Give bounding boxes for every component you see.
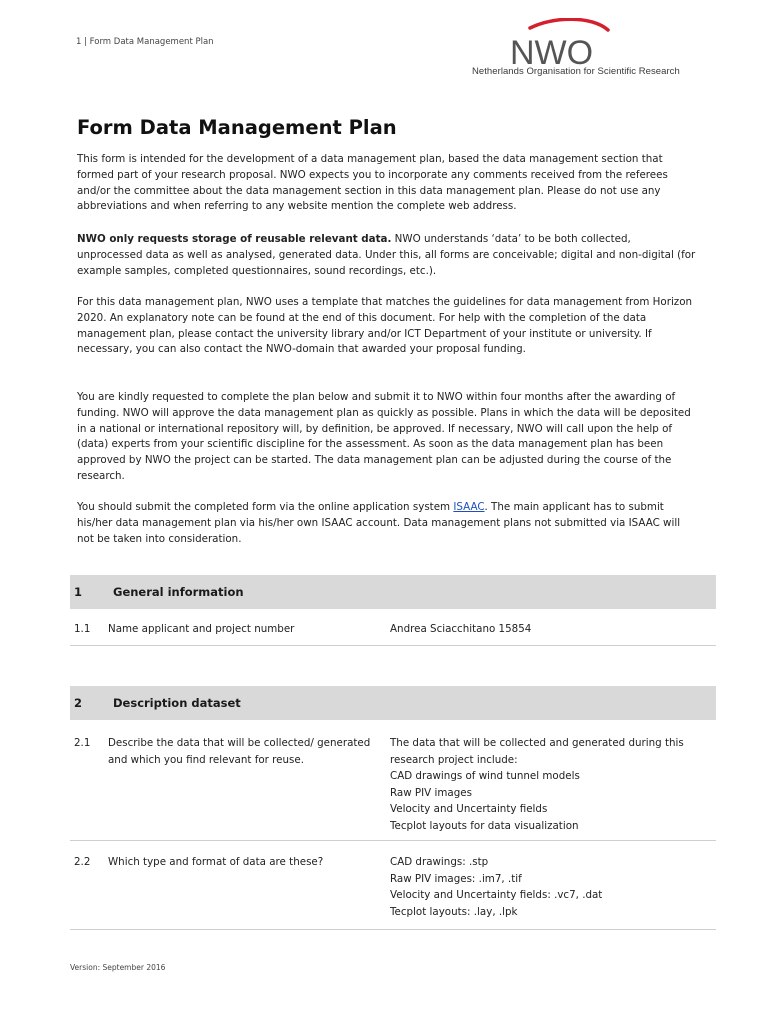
intro-paragraph-1: This form is intended for the development of a data management plan, based the data management section that formed part of your research proposal. NWO expects you to incorporate any comments received from the referees and/or the committee about the data management section in this data management plan. Please do not use any abbreviations and when referring to any website mention the complete web address. — [77, 153, 668, 213]
section-number: 2 — [74, 696, 83, 710]
isaac-link[interactable]: ISAAC — [453, 501, 485, 513]
intro-paragraph-5: You should submit the completed form via the online application system ISAAC. The main applicant has to submit his/her data management plan via his/her own ISAAC account. Data management plans not submitted via ISAAC will not be taken into consideration. — [77, 501, 681, 545]
row-divider — [70, 840, 716, 841]
row-divider — [70, 645, 716, 646]
logo-text: NWO — [510, 34, 594, 72]
intro-bold-statement: NWO only requests storage of reusable relevant data. — [77, 233, 392, 245]
page-header-label: 1 | Form Data Management Plan — [76, 37, 214, 47]
section-number: 1 — [74, 585, 83, 599]
row-question: Name applicant and project number — [108, 623, 295, 635]
intro-paragraph-2: NWO only requests storage of reusable relevant data. NWO understands ‘data’ to be both collected, unprocessed data as well as analysed, generated data. Under this, all forms are conceivable; digital and non-digital (for example samples, completed questionnaires, sound recordings, etc.). — [77, 233, 696, 277]
row-question: Describe the data that will be collected/ generated and which you find relevant for reuse. — [108, 737, 371, 766]
section-header-general-information — [70, 575, 716, 609]
row-number: 2.1 — [74, 737, 91, 749]
row-answer: Andrea Sciacchitano 15854 — [390, 623, 532, 635]
row-divider — [70, 929, 716, 930]
row-number: 1.1 — [74, 623, 91, 635]
intro-paragraph-4: You are kindly requested to complete the plan below and submit it to NWO within four months after the awarding of funding. NWO will approve the data management plan as quickly as possible. Plans in which the data will be deposited in a national or international repository will, by definition, be approved. If necessary, NWO will call upon the help of (data) experts from your scientific discipline for the assessment. As soon as the data management plan has been approved by NWO the project can be started. The data management plan can be adjusted during the course of the research. — [77, 391, 691, 482]
row-answer: CAD drawings: .stp Raw PIV images: .im7, .tif Velocity and Uncertainty fields: .vc7, .dat Tecplot layouts: .lay, .lpk — [390, 856, 603, 918]
footer-version: Version: September 2016 — [70, 963, 166, 972]
row-answer: The data that will be collected and generated during this research project include: CAD drawings of wind tunnel models Raw PIV images Velocity and Uncertainty fields Tecplot layouts for data visualization — [390, 737, 684, 832]
page-title: Form Data Management Plan — [77, 116, 397, 139]
section-title: Description dataset — [113, 696, 241, 710]
section-header-description-dataset — [70, 686, 716, 720]
row-number: 2.2 — [74, 856, 91, 868]
row-question: Which type and format of data are these? — [108, 856, 324, 868]
intro-paragraph-3: For this data management plan, NWO uses a template that matches the guidelines for data management from Horizon 2020. An explanatory note can be found at the end of this document. For help with the completion of the data management plan, please contact the university library and/or ICT Department of your institute or university. If necessary, you can also contact the NWO-domain that awarded your proposal funding. — [77, 296, 693, 356]
logo-subtitle: Netherlands Organisation for Scientific Research — [472, 66, 680, 77]
section-title: General information — [113, 585, 244, 599]
